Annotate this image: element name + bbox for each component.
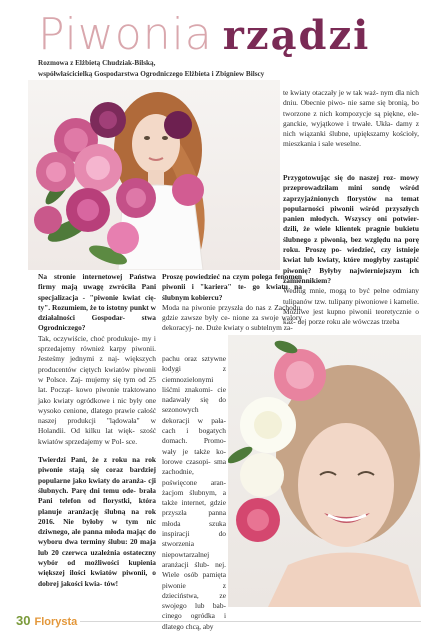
column-right-question — [283, 173, 419, 327]
answer-paragraph: Tak, oczywiście, choć produkuje- my i sprzedajemy również karpy piwonii. Jesteśmy jednymi z naj- większych producentów ciętych kwiatów piwonii w Polsce. Zaj- mujemy się tym od 25 lat. Począt- kowo piwonie traktowano jako kwiaty ogródkowe i nic były one wysoko cenione, dlatego prawie całość naszej produkcji "lądowała" w Holandii. Od kilku lat więk- szość kwiatów sprzedajemy w Pol- sce. — [38, 333, 156, 446]
bride-crown-illustration — [228, 335, 421, 607]
byline-line-1: Rozmowa z Elżbietą Chudziak-Bilską, — [38, 59, 156, 67]
answer-paragraph: pachu oraz sztywne łodygi z ciemnozielonymi liśćmi znakomi- cie nadawały się do sezonowych dekoracji w pała- cach i bogatych domach. Promo- wały je także ko- lorowe czasopi- sma zachodnie, poświęcone aran- żacjom ślubnym, a także internet, gdzie przyszła panna młoda szuka inspiracji do stworzenia niepowtarzalnej aranżacji ślub- nej. Wiele osób pamięta piwonie z dzieciństwa, ze swojego lub bab- cinego ogródka i dlatego chcą, aby — [162, 354, 226, 631]
page-number: 30 — [16, 613, 31, 628]
footer-divider — [80, 621, 421, 622]
question-paragraph: Przygotowując się do naszej roz- mowy przeprowadziłam mini sondę wśród zaprzyjaźnionych florystów na temat popularności piwonii wśród przyszłych panien młodych. Wszyscy oni potwier- dzili, że wiele klientek pragnie bukietu ślubnego z piwonią, bez względu na porę roku. Proszę po- wiedzieć, czy istnieje kwiat lub kwiaty, które mogłyby zastąpić piwonię? Byłyby najwierniejszym ich zamiennikiem? — [283, 173, 419, 285]
bride-bouquet-illustration — [28, 80, 280, 270]
title-part-1: Piwonia — [38, 9, 213, 60]
paragraph: te kwiaty otaczały je w tak waż- nym dla nich dniu. Obecnie piwo- nie same się bronią, bo tworzone z nich kompozycje są piękne, ele- ganckie, wyjątkowe i trwałe. Ukła- damy z nich wiązanki ślubne, upiększamy kościoły, mieszkania i sale weselne. — [283, 88, 419, 149]
byline-line-2: współwłaścicielką Gospodarstwa Ogrodniczego Elżbieta i Zbigniew Bilscy — [38, 70, 265, 78]
question-paragraph: Twierdzi Pani, że z roku na rok piwonie stają się coraz bardziej popularne jako kwiaty do aranża- cji ślubnych. Parę dni temu ode- brała Pani telefon od florystki, która planuje aranżację ślubną na rok 2016. Nie byłoby w tym nic dziwnego, ale panna młoda mając do wyboru dwa terminy ślubu: 20 maja lub 20 czerwca uzależnia ostateczny wybór od możliwości kupienia większej ilości kwiatów piwonii, o dobrej jakości kwia- tów! — [38, 455, 156, 588]
title-part-2: rządzi — [222, 12, 371, 59]
column-right-top — [283, 88, 419, 150]
column-middle-top — [162, 272, 302, 334]
question-paragraph: Proszę powiedzieć na czym polega fenomen piwonii i "kariera" te- go kwiatu na ślubnym kobiercu? — [162, 272, 302, 302]
question-paragraph: Na stronie internetowej Państwa firmy mają uwagę zwróciła Pani specjalizacja - "piwonie kwiat cię- ty". Rozumiem, że to istotny punkt w działalności Gospodar- stwa Ogrodniczego? — [38, 272, 156, 333]
article-title — [38, 8, 418, 62]
answer-paragraph: Według mnie, mogą to być pełne odmiany tulipanów tzw. tulipany piwoniowe i kamelie. Możliwe jest kupno piwonii teoretycznie o każ- dej porze roku ale wówczas trzeba — [283, 286, 419, 327]
page-footer — [16, 612, 77, 632]
magazine-brand: Florysta — [34, 616, 78, 628]
answer-paragraph: Moda na piwonie przyszła do nas z Zachodu, gdzie zawsze były ce- nione za swoje walory dekoracyj- ne. Duże kwiaty o subtelnym za- — [162, 302, 302, 333]
bride-with-flower-crown-photo — [228, 335, 421, 607]
column-middle-narrow — [162, 354, 226, 632]
column-left — [38, 272, 156, 589]
bride-with-peony-bouquet-photo — [28, 80, 280, 270]
article-byline — [38, 58, 338, 80]
